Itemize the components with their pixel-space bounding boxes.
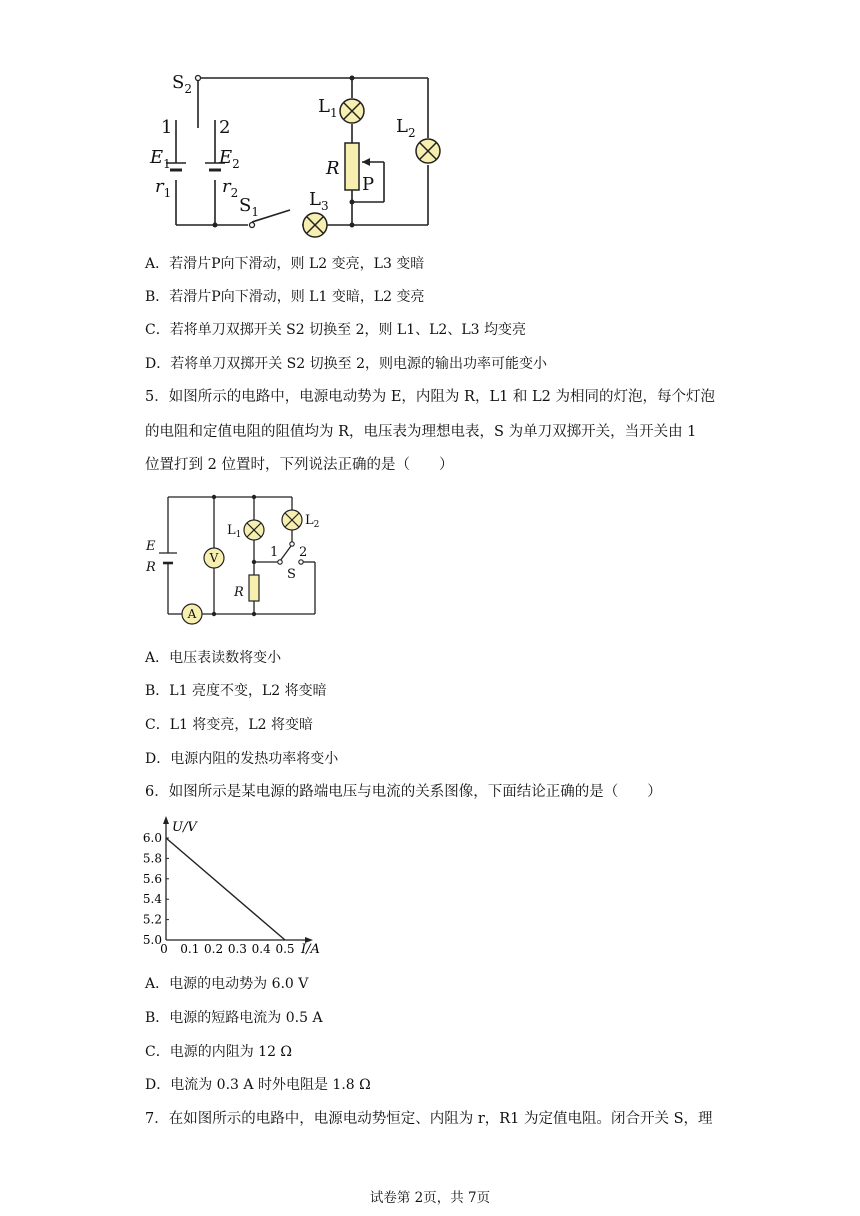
label-r1: $r_1$ xyxy=(155,176,172,200)
circuit-diagram-1 xyxy=(140,62,450,240)
x-tick-label: 0.5 xyxy=(275,942,295,956)
label-l1: $L_1$ xyxy=(318,96,338,120)
q6-option-a: A．电源的电动势为 6.0 V xyxy=(145,976,309,992)
label-pos1: 1 xyxy=(270,545,279,560)
label-s1: $S_1$ xyxy=(239,195,259,219)
label-r2: $r_2$ xyxy=(222,176,239,200)
x-axis-label: I/A xyxy=(301,942,320,957)
lamp-l3-icon xyxy=(303,213,327,237)
q7-line-1: 7．在如图所示的电路中，电源电动势恒定、内阻为 r，R1 为定值电阻。闭合开关 S，理 xyxy=(145,1111,713,1127)
q5-option-c: C．L1 将变亮，L2 将变暗 xyxy=(145,717,314,733)
y-tick-label: 5.2 xyxy=(142,912,162,927)
q5-option-b: B．L1 亮度不变，L2 将变暗 xyxy=(145,683,327,699)
q4-option-a: A．若滑片P向下滑动，则 L2 变亮，L3 变暗 xyxy=(145,256,425,272)
label-pos2: 2 xyxy=(219,117,231,138)
q6-option-c: C．电源的内阻为 12 Ω xyxy=(145,1044,293,1060)
label-l1: $L_1$ xyxy=(227,523,242,540)
q6-option-b: B．电源的短路电流为 0.5 A xyxy=(145,1010,323,1026)
lamp-l2-icon xyxy=(416,139,440,163)
lamp-l2-icon xyxy=(282,510,302,530)
q5-line-1: 5．如图所示的电路中，电源电动势为 E，内阻为 R，L1 和 L2 为相同的灯泡，每个灯泡 xyxy=(145,389,715,405)
label-e1: $E_1$ xyxy=(150,147,171,171)
label-r-internal: R xyxy=(146,560,156,575)
label-l3: $L_3$ xyxy=(309,189,329,213)
q4-option-d: D．若将单刀双掷开关 S2 切换至 2，则电源的输出功率可能变小 xyxy=(145,356,547,372)
q6-option-d: D．电流为 0.3 A 时外电阻是 1.8 Ω xyxy=(145,1077,371,1093)
q5-line-3: 位置打到 2 位置时，下列说法正确的是（ ） xyxy=(145,457,454,473)
q4-option-b: B．若滑片P向下滑动，则 L1 变暗，L2 变亮 xyxy=(145,289,425,305)
label-s: S xyxy=(287,567,296,582)
label-pos1: 1 xyxy=(161,117,173,138)
x-tick-label: 0.3 xyxy=(227,942,247,956)
x-tick-label: 0.2 xyxy=(204,942,224,956)
label-r: R xyxy=(234,585,244,600)
y-axis-arrow xyxy=(163,816,169,824)
lamp-l1-icon xyxy=(244,520,264,540)
label-r: R xyxy=(326,158,340,179)
q5-option-a: A．电压表读数将变小 xyxy=(145,650,282,666)
label-s2: $S_2$ xyxy=(172,72,192,96)
page-footer: 试卷第 2页，共 7页 xyxy=(369,1190,491,1206)
q6-line-1: 6．如图所示是某电源的路端电压与电流的关系图像，下面结论正确的是（ ） xyxy=(145,784,662,800)
series-line xyxy=(166,838,285,940)
circuit-diagram-2 xyxy=(140,490,330,625)
u-i-graph xyxy=(140,812,340,957)
y-tick-label: 5.0 xyxy=(142,933,162,947)
q5-option-d: D．电源内阻的发热功率将变小 xyxy=(145,751,339,767)
label-e2: $E_2$ xyxy=(219,147,240,171)
q4-option-c: C．若将单刀双掷开关 S2 切换至 2，则 L1、L2、L3 均变亮 xyxy=(145,322,526,338)
label-l2: $L_2$ xyxy=(396,116,416,140)
label-v: V xyxy=(209,551,219,565)
label-p: P xyxy=(362,174,375,195)
q5-line-2: 的电阻和定值电阻的阻值均为 R，电压表为理想电表，S 为单刀双掷开关，当开关由 1 xyxy=(145,424,697,440)
x-tick-label: 0 xyxy=(160,942,168,956)
y-tick-label: 5.6 xyxy=(142,871,162,886)
label-pos2: 2 xyxy=(299,545,308,560)
y-tick-label: 5.8 xyxy=(142,851,162,866)
x-tick-label: 0.1 xyxy=(180,942,200,956)
label-e: E xyxy=(146,539,156,554)
y-axis-label: U/V xyxy=(172,820,197,835)
y-tick-label: 6.0 xyxy=(142,831,162,845)
label-a: A xyxy=(187,607,197,621)
label-l2: $L_2$ xyxy=(305,513,320,530)
lamp-l1-icon xyxy=(340,99,364,123)
x-tick-label: 0.4 xyxy=(251,942,271,956)
y-tick-label: 5.4 xyxy=(142,892,162,907)
